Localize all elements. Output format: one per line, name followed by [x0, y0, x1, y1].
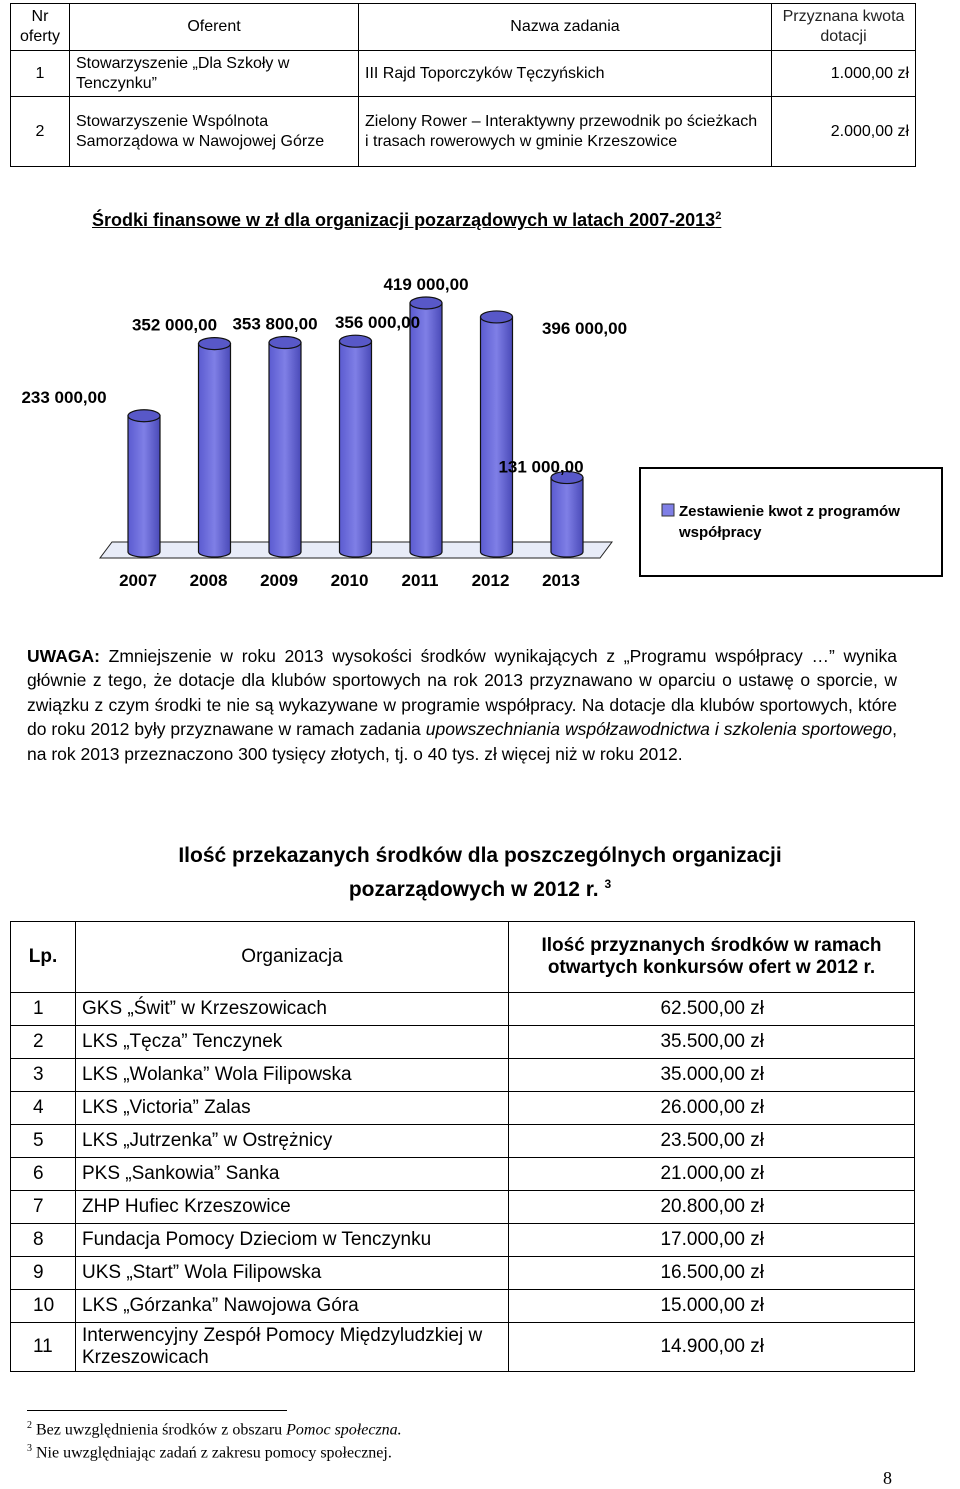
header-nr: Nr oferty	[11, 4, 70, 51]
cell-nazwa: Zielony Rower – Interaktywny przewodnik po ścieżkach i trasach rowerowych w gminie Krzeszowice	[359, 97, 772, 167]
x-tick-2007: 2007	[119, 571, 157, 590]
cell-organizacja: Interwencyjny Zespół Pomocy Międzyludzkiej w Krzeszowicach	[76, 1323, 509, 1372]
table-row	[11, 97, 916, 167]
bar-chart	[0, 270, 960, 610]
cell-amount: 23.500,00 zł	[509, 1125, 915, 1158]
table-row	[11, 1257, 915, 1290]
cell-lp: 10	[11, 1290, 76, 1323]
cell-amount: 35.000,00 zł	[509, 1059, 915, 1092]
table-row	[11, 1158, 915, 1191]
bar-cap-2008	[199, 338, 231, 350]
cell-lp: 4	[11, 1092, 76, 1125]
bar-cap-2007	[128, 410, 160, 422]
data-label-2013: 131 000,00	[498, 457, 584, 477]
x-tick-2010: 2010	[330, 571, 369, 590]
cell-organizacja: LKS „Wolanka” Wola Filipowska	[76, 1059, 509, 1092]
cell-kwota: 2.000,00 zł	[772, 97, 916, 167]
table-row	[11, 1026, 915, 1059]
cell-amount: 21.000,00 zł	[509, 1158, 915, 1191]
cell-organizacja: PKS „Sankowia” Sanka	[76, 1158, 509, 1191]
bar-cap-2011	[410, 297, 442, 309]
table-row	[11, 51, 916, 97]
header-organizacja: Organizacja	[76, 922, 509, 993]
table-row	[11, 1224, 915, 1257]
page-number: 8	[883, 1468, 892, 1488]
footnote: $^3$ Nie uwzględniając zadań z zakresu pomocy społecznej.	[27, 1443, 392, 1462]
chart-title: Środki finansowe w zł dla organizacji pozarządowych w latach 2007-2013$^2$	[92, 210, 722, 230]
x-tick-2011: 2011	[401, 571, 439, 590]
header-amount: Ilość przyznanych środków w ramach otwartych konkursów ofert w 2012 r.	[509, 922, 915, 993]
cell-lp: 11	[11, 1323, 76, 1372]
cell-amount: 14.900,00 zł	[509, 1323, 915, 1372]
table-row	[11, 1125, 915, 1158]
cell-oferent: Stowarzyszenie „Dla Szkoły w Tenczynku”	[70, 51, 359, 97]
bar-cap-2010	[340, 335, 372, 347]
cell-lp: 6	[11, 1158, 76, 1191]
x-tick-2009: 2009	[260, 571, 298, 590]
organizations-table	[10, 921, 915, 1372]
header-nazwa: Nazwa zadania	[359, 4, 772, 51]
data-label-2012: 396 000,00	[541, 318, 628, 338]
cell-nr: 2	[11, 97, 70, 167]
cell-amount: 17.000,00 zł	[509, 1224, 915, 1257]
section-title: Ilość przekazanych środków dla poszczególnych organizacji pozarządowych w 2012 r. $^3$	[178, 844, 782, 901]
cell-lp: 3	[11, 1059, 76, 1092]
cell-nr: 1	[11, 51, 70, 97]
footnote-divider	[27, 1410, 287, 1411]
cell-amount: 15.000,00 zł	[509, 1290, 915, 1323]
bar-2009	[269, 343, 301, 557]
bar-2008	[199, 344, 231, 557]
bar-2012	[481, 317, 513, 557]
cell-organizacja: GKS „Świt” w Krzeszowicach	[76, 993, 509, 1026]
bar-2013	[551, 478, 583, 557]
cell-lp: 9	[11, 1257, 76, 1290]
data-label-2011: 419 000,00	[383, 275, 469, 294]
data-label-2009: 353 800,00	[232, 314, 318, 334]
header-oferent: Oferent	[70, 4, 359, 51]
cell-organizacja: ZHP Hufiec Krzeszowice	[76, 1191, 509, 1224]
cell-kwota: 1.000,00 zł	[772, 51, 916, 97]
cell-amount: 26.000,00 zł	[509, 1092, 915, 1125]
table-row	[11, 1059, 915, 1092]
offers-table	[10, 3, 916, 167]
cell-organizacja: LKS „Jutrzenka” w Ostrężnicy	[76, 1125, 509, 1158]
cell-organizacja: Fundacja Pomocy Dzieciom w Tenczynku	[76, 1224, 509, 1257]
bar-cap-2009	[269, 337, 301, 349]
header-lp: Lp.	[11, 922, 76, 993]
cell-amount: 16.500,00 zł	[509, 1257, 915, 1290]
table-row	[11, 1290, 915, 1323]
cell-organizacja: UKS „Start” Wola Filipowska	[76, 1257, 509, 1290]
cell-lp: 7	[11, 1191, 76, 1224]
cell-organizacja: LKS „Victoria” Zalas	[76, 1092, 509, 1125]
legend-swatch	[662, 504, 674, 516]
cell-lp: 2	[11, 1026, 76, 1059]
table-row	[11, 993, 915, 1026]
data-label-2007: 233 000,00	[21, 387, 107, 407]
x-tick-2008: 2008	[189, 571, 228, 590]
legend-label-line2: współpracy	[679, 524, 762, 541]
bar-cap-2012	[481, 311, 513, 323]
bar-2010	[340, 341, 372, 557]
cell-amount: 35.500,00 zł	[509, 1026, 915, 1059]
cell-lp: 1	[11, 993, 76, 1026]
header-kwota: Przyznana kwota dotacji	[772, 4, 916, 51]
note-paragraph: UWAGA: Zmniejszenie w roku 2013 wysokości środków wynikających z „Programu współpracy …” wynika głównie z tego, że dotacje dla klubów sportowych na rok 2013 przyznawano w oparciu o ustawę o sporcie, w związku z czym środki te nie są wykazywane w programie współpracy. Na dotacje dla klubów sportowych, które do roku 2012 były przyznawane w ramach zadania upowszechniania współzawodnictwa i szkolenia sportowego, na rok 2013 przeznaczono 300 tysięcy złotych, tj. o 40 tys. zł więcej niż w roku 2012.	[27, 646, 897, 764]
cell-nazwa: III Rajd Toporczyków Tęczyńskich	[359, 51, 772, 97]
bar-2007	[128, 416, 160, 557]
cell-oferent: Stowarzyszenie Wspólnota Samorządowa w Nawojowej Górze	[70, 97, 359, 167]
x-tick-2013: 2013	[542, 571, 580, 590]
cell-lp: 8	[11, 1224, 76, 1257]
x-tick-2012: 2012	[471, 571, 510, 590]
table-row	[11, 1092, 915, 1125]
table-row	[11, 1323, 915, 1372]
cell-amount: 62.500,00 zł	[509, 993, 915, 1026]
data-label-2008: 352 000,00	[131, 315, 218, 335]
legend-label-line1: Zestawienie kwot z programów	[679, 503, 900, 520]
data-label-2010: 356 000,00	[334, 313, 421, 333]
cell-lp: 5	[11, 1125, 76, 1158]
bar-2011	[410, 303, 442, 557]
cell-organizacja: LKS „Tęcza” Tenczynek	[76, 1026, 509, 1059]
cell-organizacja: LKS „Górzanka” Nawojowa Góra	[76, 1290, 509, 1323]
footnote: $^2$ Bez uwzględnienia środków z obszaru Pomoc społeczna.	[27, 1420, 402, 1439]
cell-amount: 20.800,00 zł	[509, 1191, 915, 1224]
table-row	[11, 1191, 915, 1224]
legend-box	[640, 468, 942, 576]
